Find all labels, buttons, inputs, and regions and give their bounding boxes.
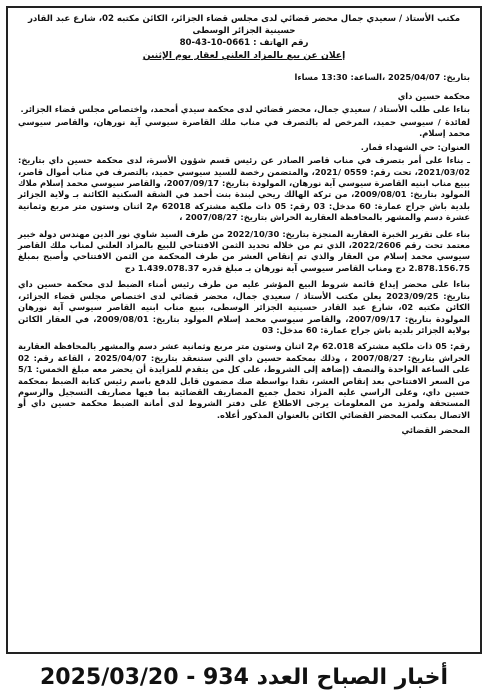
newspaper-footer bbox=[6, 658, 482, 696]
court-name: محكمة حسين داي bbox=[397, 91, 470, 102]
office-header bbox=[18, 14, 470, 49]
signature: المحضر القضائي bbox=[401, 425, 470, 436]
expertise-paragraph: بناء على تقرير الخبرة العقارية المنجزة بتاريخ: 2022/10/30 من طرف السيد شاوي نور الدين مهندس دولة خبير معتمد تحت رقم 2022/2606، الذي تم من خلاله تحديد الثمن الافتتاحي للبيع بالمزاد العلني لمناب ملك القاصر سيوسي محمد إسلام من العقار والذي تم إنقاص العشر من طرف المحكمة من الثمن الافتتاحي وأصبح بمبلغ 2.878.156.75 دج ومناب القاصر سيوسي آية نورهان بـ مبلغ قدره 1.439.078.37 دج bbox=[18, 228, 470, 273]
requester-paragraph: بناءا على طلب الأستاذ / سعيدي جمال، محضر قضائي لدى محكمة سيدي أمحمد، واختصاص مجلس قضاء الجزائر. bbox=[20, 103, 470, 114]
address-paragraph: العنوان: حي الشهداء قمار. bbox=[360, 141, 470, 152]
office-address: مكتب الأستاذ / سعيدي جمال محضر قضائي لدى مجلس قضاء الجزائر، الكائن مكتبه 02، شارع عبد القادر حسينية الجزائر الوسطى bbox=[27, 14, 461, 36]
notice-title: إعلان عن بيع بالمزاد العلني لعقار يوم الإثنين bbox=[142, 50, 346, 62]
sale-conditions-paragraph: بناءا على محضر إيداع قائمة شروط البيع المؤشر عليه من طرف رئيس أمناء الضبط لدى محكمة حسين داي بتاريخ: 2023/09/25 يعلن مكتب الأستاذ / سعيدي جمال، محضر قضائي لدى اختصاص مجلس قضاء الجزائر، الكائن مكتبه 02، شارع عبد القادر حسينية الجزائر الوسطى، ببيع مناب ابنيه القاصر سيوسي آية نورهان المولودة بتاريخ: 2007/09/17، والقاصر سيوسي محمد إسلام المولود بتاريخ: 2009/08/01، في العقار الكائن بولاية الجزائر بلدية باش جراح عمارة: 60 مدخل: 03 bbox=[18, 279, 471, 335]
sale-details-paragraph: رقم: 05 ذات ملكية مشتركة 62.018 م2 اثنان وستون متر مربع وثمانية عشر دسم والمشهر بالمحافظة العقارية الحراش بتاريخ: 2007/08/27 ، وذلك بمحكمة حسين داي التي ستنعقد بتاريخ: 2025/04/07 ، القاعة رقم: 02 على الساعة الواحدة والنصف (إضافة إلى الشروط، على كل من يتقدم للمزايدة أن يحضر معه مبلغ الخمس: 5/1 من السعر الافتتاحي بعد إنقاص العشر، نقدا بواسطة صك مضمون قابل للدفع باسم رئيس كتابة الضبط بمحكمة حسين داي، وعلى الراسي عليه المزاد تحمل جميع المصاريف القضائية بما فيها مصاريف التسجيل والرسوم المستحقة ولمزيد من المعلومات يرجى الاطلاع على دفتر الشروط لدى أمانة الضبط محكمة حسين داي أو الاتصال بمكتب المحضر القضائي الكائن بالعنوان المذكور أعلاه. bbox=[18, 341, 470, 420]
footer-text: أخبار الصباح العدد 934 - 2025/03/20 bbox=[40, 664, 448, 690]
beneficiary-paragraph: لفائدة / سيوسي حميد، المرخص له بالتصرف في مناب ملك القاصرة سيوسي آية نورهان، والقاصر سيوسي محمد إسلام. bbox=[18, 117, 470, 139]
auction-date: بتاريخ: 2025/04/07 ،الساعة: 13:30 مساءا bbox=[294, 71, 470, 82]
legal-notice bbox=[6, 6, 482, 654]
court-order-paragraph: ـ بناءا على أمر بتصرف في مناب قاصر الصادر عن رئيس قسم شؤون الأسرة، لدى محكمة حسين داي بتاريخ: 2021/03/02، تحت رقم: 0559 /2021، والمتضمن رخصة للسيد سيوسي حميد، بالتصرف في مناب أموال قاصر، ببيع مناب ابنيه القاصرة سيوسي آية نورهان، المولودة بتاريخ: 2007/09/17، والقاصر سيوسي محمد إسلام ملاك المولود بتاريخ: 2009/08/01، من تركة الهالك ريحي لبندة بنت أحمد في الشقة السكنية الكائنة بـ ولاية الجزائر بلدية باش جراح عمارة: 60 مدخل: 03 رقم: 05 ذات ملكية مشتركة 62018 م2 اثنان وستون متر مربع وثمانية عشرة دسم والمشهر بالمحافظة العقارية الحراش بتاريخ: 2007/08/27 ، bbox=[18, 155, 470, 223]
office-phone: رقم الهاتف : 0661-10-43-80 bbox=[179, 37, 309, 48]
